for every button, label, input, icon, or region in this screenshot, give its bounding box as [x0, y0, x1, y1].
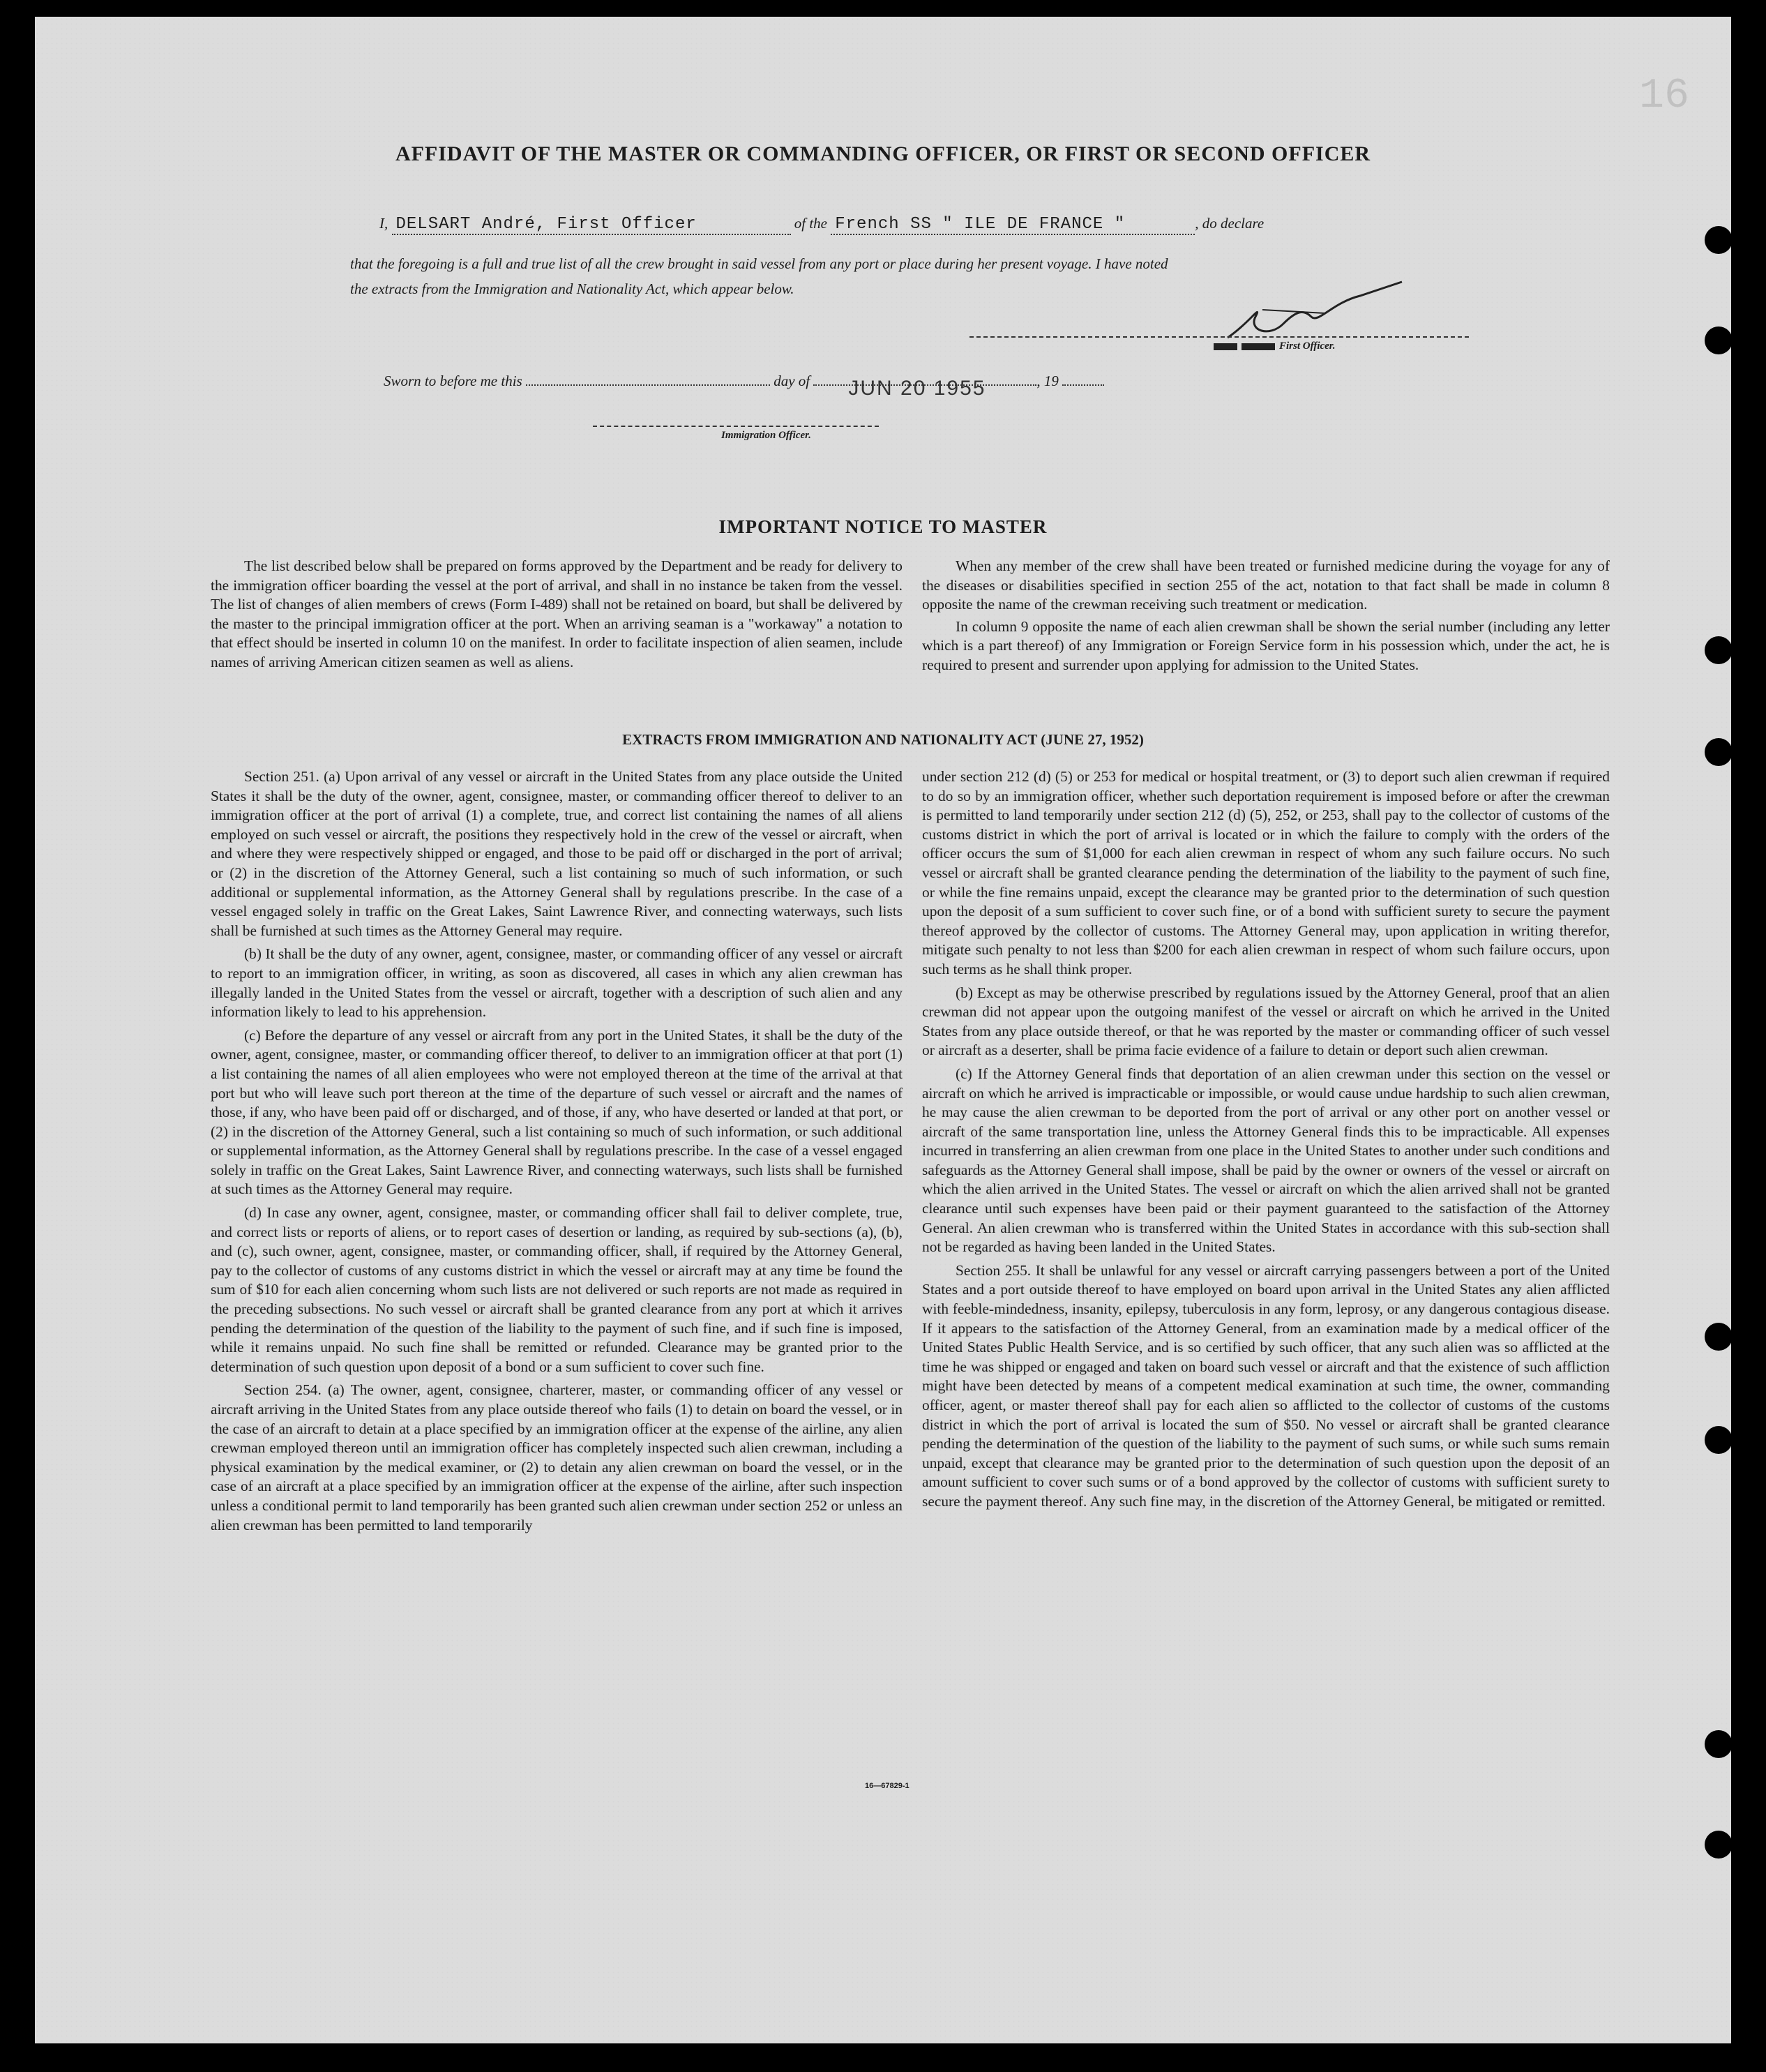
declaration-line — [379, 215, 1264, 235]
notice-heading: IMPORTANT NOTICE TO MASTER — [718, 516, 1048, 537]
day-of-label: day of — [773, 373, 810, 389]
extract-paragraph: (b) Except as may be otherwise prescribed by regulations issued by the Attorney General, proof that an alien crewman did not appear upon the outgoing manifest of the vessel or aircraft on which he arrived in the United States from any place outside thereof, or that he was reported by the master or commanding officer of such vessel or aircraft as a deserter, shall be prima facie evidence of a failure to detain or deport such alien crewman. — [922, 984, 1610, 1059]
signer-caption: First Officer. — [1214, 340, 1336, 352]
notice-right-column — [922, 557, 1610, 678]
vessel-name-field[interactable]: French SS " ILE DE FRANCE " — [831, 215, 1195, 235]
extract-paragraph: under section 212 (d) (5) or 253 for medical or hospital treatment, or (3) to deport such alien crewman if required to do so by an immigration officer, whether such deportation requirement is imposed before or after the crewman is permitted to land temporarily under section 212 (d) (5), 252, or 253, shall pay to the collector of customs of the customs district in which the port of arrival is located or in which the failure to comply with the orders of the officer occurs the sum of $1,000 for each alien crewman in respect of whom any such failure occurs. No such vessel or aircraft shall be granted clearance pending the determination of the liability to the payment of such fine, or while the fine remains unpaid, except the clearance may be granted prior to the determination of such question upon the deposit of a sum sufficient to cover such fine, or of a bond with sufficient surety to secure the payment thereof approved by the collector of customs. The Attorney General may, upon application in writing therefor, mitigate such penalty to not less than $200 for each alien crewman in respect of whom such failure occurs, upon such terms as he shall think proper. — [922, 768, 1610, 977]
binder-hole — [1705, 1323, 1733, 1351]
bleed-through-artifact: 16 — [1639, 73, 1690, 120]
strikeout-block — [1214, 343, 1237, 350]
extract-paragraph: Section 251. (a) Upon arrival of any vessel or aircraft in the United States from any place outside the United States it shall be the duty of the owner, agent, consignee, master, or commanding officer thereof to deliver to an immigration officer at the port of arrival (1) a complete, true, and correct list containing the names of all aliens employed on such vessel or aircraft, the positions they respectively hold in the crew of the vessel or aircraft, when and where they were respectively shipped or engaged, and those to be paid off or discharged in the port of arrival; or (2) in the discretion of the Attorney General, such a list containing so much of such information, or such additional or supplemental information, as the Attorney General shall by regulations prescribe. In the case of a vessel engaged solely in traffic on the Great Lakes, Saint Lawrence River, and connecting waterways, such lists shall be furnished at such times as the Attorney General may require. — [211, 768, 903, 939]
binder-hole — [1705, 326, 1733, 354]
notice-left-column — [211, 557, 903, 675]
binder-hole — [1705, 226, 1733, 254]
declaration-prefix: I, — [379, 215, 388, 232]
strikeout-block — [1242, 343, 1275, 350]
extracts-right-column — [922, 767, 1610, 1516]
binder-hole — [1705, 1831, 1733, 1859]
sworn-month-field[interactable] — [813, 377, 1036, 400]
year-prefix: , 19 — [1036, 373, 1059, 389]
immigration-officer-caption: Immigration Officer. — [721, 430, 811, 441]
notice-right-paragraph-2: In column 9 opposite the name of each alien crewman shall be shown the serial number (including any letter which is a part thereof) of any Immigration or Foreign Service form in his possession which, under the act, he is required to present and surrender upon applying for admission to the United States. — [922, 617, 1610, 673]
date-stamp: JUN 20 1955 — [848, 377, 986, 400]
extracts-heading: EXTRACTS FROM IMMIGRATION AND NATIONALITY ACT (JUNE 27, 1952) — [622, 731, 1144, 748]
document-page — [35, 17, 1731, 2043]
notice-right-paragraph-1: When any member of the crew shall have been treated or furnished medicine during the voyage for any of the diseases or disabilities specified in section 255 of the act, notation to that fact shall be made in column 8 opposite the name of the crewman receiving such treatment or medication. — [922, 557, 1610, 613]
binder-hole — [1705, 1730, 1733, 1758]
sworn-year-field[interactable] — [1062, 384, 1104, 386]
extract-paragraph: (c) Before the departure of any vessel or aircraft from any port in the United States, it shall be the duty of the owner, agent, consignee, master, or commanding officer thereof, to deliver to an immigration officer at that port (1) a list containing the names of all alien employees who were not employed thereon at the time of the arrival at that port but who will leave such port thereon at the time of the departure of such vessel or aircraft and the names of those, if any, who have been paid off or discharged, and of those, if any, who have deserted or landed at that port, or (2) in the discretion of the Attorney General, such a list containing so much of such information, or such additional or supplemental information, as the Attorney General shall by regulations prescribe. In the case of a vessel engaged solely in traffic on the Great Lakes, Saint Lawrence River, and connecting waterways, such lists shall be furnished at such times as the Attorney General may require. — [211, 1026, 903, 1198]
sworn-line — [384, 368, 1104, 400]
signature-line — [969, 336, 1469, 338]
sworn-day-field[interactable] — [526, 384, 770, 386]
immigration-officer-line — [593, 426, 879, 427]
sworn-label: Sworn to before me this — [384, 373, 522, 389]
notice-left-paragraph: The list described below shall be prepared on forms approved by the Department and be ready for delivery to the immigration officer boarding the vessel at the port of arrival, and shall in no instance be taken from the vessel. The list of changes of alien members of crews (Form I-489) shall not be retained on board, but shall be delivered by the master to the principal immigration officer at the port. When an arriving seaman is a "workaway" a notation to that effect should be inserted in column 10 on the manifest. In order to facilitate inspection of alien seamen, include names of arriving American citizen seamen as well as aliens. — [211, 557, 903, 670]
binder-hole — [1705, 1426, 1733, 1454]
of-the-label: of the — [794, 215, 827, 232]
extract-paragraph: (d) In case any owner, agent, consignee, master, or commanding officer shall fail to deliver complete, true, and correct lists or reports of aliens, or to report cases of desertion or landing, as required by sub-sections (a), (b), and (c), such owner, agent, consignee, master, or commanding officer, shall, if required by the Attorney General, pay to the collector of customs of any customs district in which the vessel or aircraft may at any time be found the sum of $10 for each alien concerning whom such lists are not delivered or such reports are not made as required in the preceding subsections. No such vessel or aircraft shall be granted clearance from any port at which it arrives pending the determination of the question of the liability to the payment of such fine, and if such fine is imposed, while it remains unpaid. No such fine shall be remitted or refunded. Clearance may be granted prior to the determination of such question upon deposit of a bond or a sum sufficient to cover such fine. — [211, 1204, 903, 1375]
extract-paragraph: (c) If the Attorney General finds that deportation of an alien crewman under this section on the vessel or aircraft on which he arrived is impracticable or impossible, or would cause undue hardship to such alien crewman, he may cause the alien crewman to be deported from the port of arrival or any other port on another vessel or aircraft of the same transportation line, unless the Attorney General finds this to be impracticable. All expenses incurred in transferring an alien crewman from one place in the United States to another under such conditions and safeguards as the Attorney General shall impose, shall be paid by the owner or owners of the vessel or aircraft on which the alien arrived in the United States. The vessel or aircraft on which the alien arrived shall not be granted clearance until such expenses have been paid or their payment guaranteed to the satisfaction of the Attorney General. An alien crewman who is transferred within the United States in accordance with this sub-section shall not be regarded as having been landed in the United States. — [922, 1065, 1610, 1256]
extract-paragraph: Section 255. It shall be unlawful for any vessel or aircraft carrying passengers between a port of the United States and a port outside thereof to have employed on board upon arrival in the United States any alien afflicted with feeble-mindedness, insanity, epilepsy, tuberculosis in any form, leprosy, or any dangerous contagious disease. If it appears to the satisfaction of the Attorney General, from an examination made by a medical officer of the United States Public Health Service, and is so certified by such officer, that any such alien was so afflicted at the time he was shipped or engaged and taken on board such vessel or aircraft and that the existence of such affliction might have been detected by means of a competent medical examination at such time, the owner, commanding officer, agent, or master thereof shall pay for each alien so afflicted to the collector of customs of the customs district in which the port of arrival is located the sum of $50. No vessel or aircraft shall be granted clearance pending the determination of the question of the liability to the payment of such sums, or while such sums remain unpaid, except that clearance may be granted prior to the determination of such question upon the deposit of an amount sufficient to cover such sums or of a bond approved by the collector of customs with sufficient surety to secure the payment thereof. Any such fine may, in the discretion of the Attorney General, be mitigated or remitted. — [922, 1261, 1610, 1510]
declaration-text-line2: that the foregoing is a full and true list of all the crew brought in said vessel from any port or place during her present voyage. I have noted — [350, 255, 1168, 272]
officer-name-field[interactable]: DELSART André, First Officer — [392, 215, 791, 235]
form-number: 16—67829-1 — [865, 1782, 910, 1790]
declaration-suffix: , do declare — [1195, 215, 1265, 232]
extract-paragraph: Section 254. (a) The owner, agent, consignee, charterer, master, or commanding officer of any vessel or aircraft arriving in the United States from any place outside thereof who fails (1) to detain on board the vessel, or in the case of an aircraft to detain at a place specified by an immigration officer at the expense of the airline, any alien crewman employed thereon until an immigration officer has completely inspected such alien crewman, including a physical examination by the medical examiner, or (2) to detain any alien crewman on board the vessel, or in the case of an aircraft at a place specified by an immigration officer at the expense of the airline, after such inspection unless a conditional permit to land temporarily has been granted such alien crewman under section 252 or unless an alien crewman has been permitted to land temporarily — [211, 1381, 903, 1533]
page-title: AFFIDAVIT OF THE MASTER OR COMMANDING OFFICER, OR FIRST OR SECOND OFFICER — [395, 142, 1371, 165]
declaration-text-line3: the extracts from the Immigration and Nationality Act, which appear below. — [350, 280, 794, 297]
extracts-left-column — [211, 767, 903, 1539]
extract-paragraph: (b) It shall be the duty of any owner, agent, consignee, master, or commanding officer of any vessel or aircraft to report to an immigration officer, in writing, as soon as discovered, all cases in which any alien crewman has illegally landed in the United States from the vessel or aircraft, together with a description of such alien and any information likely to lead to his apprehension. — [211, 945, 903, 1021]
binder-hole — [1705, 636, 1733, 664]
